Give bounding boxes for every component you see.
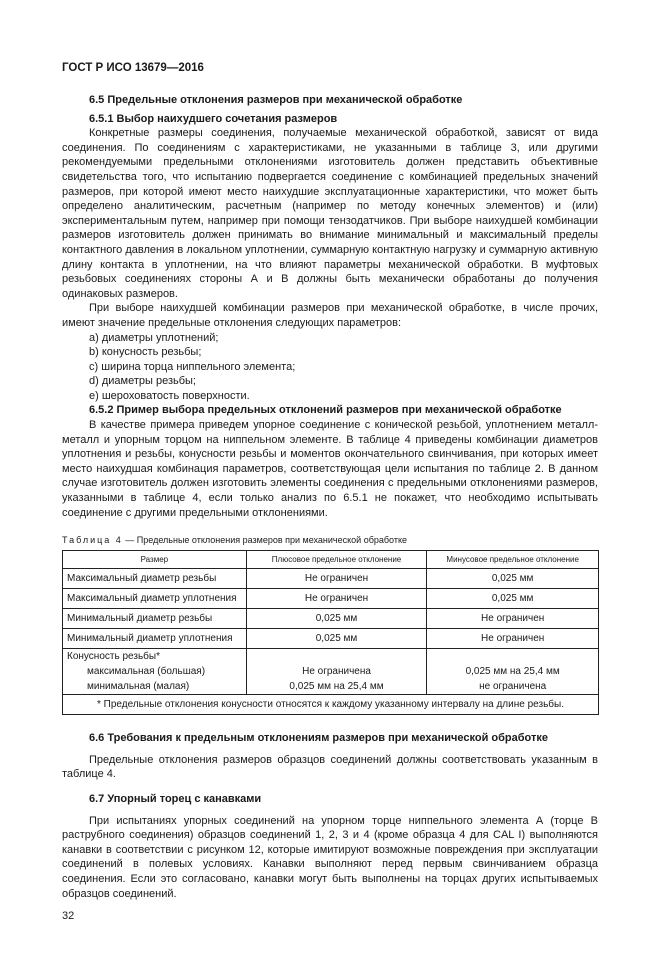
section-6-5-1 <box>62 112 598 521</box>
table-header-row <box>63 551 599 569</box>
section-heading: 6.6 Требования к предельным отклонениям размеров при механической обработке <box>89 732 548 745</box>
paragraph: При выборе наихудшей комбинации размеров при механической обработке, в числе прочих, имеют значение предельные отклонения следующих параметров: <box>62 302 598 329</box>
list-item: d) диаметры резьбы; <box>89 375 196 388</box>
table-row <box>63 609 599 629</box>
table-cell: 0,025 мм <box>427 589 599 609</box>
table-row <box>63 629 599 649</box>
table-cell <box>63 649 247 695</box>
table-cell: Не ограничен <box>427 629 599 649</box>
table-footnote: * Предельные отклонения конусности относятся к каждому указанному интервалу на длине резьбы. <box>63 695 599 715</box>
table-cell: Не ограничен <box>246 589 427 609</box>
table-cell: Минимальный диаметр резьбы <box>63 609 247 629</box>
table-row-taper <box>63 649 599 695</box>
table-cell <box>246 649 427 695</box>
section-6-7 <box>62 792 598 901</box>
document-page <box>62 0 598 963</box>
taper-sub-label: минимальная (малая) <box>87 681 190 693</box>
paragraph: В качестве примера приведем упорное соединение с конической резьбой, уплотнением металл-металл и упорным торцом на ниппельном элементе. В таблице 4 приведены комбинации диаметров уплотнения и резьбы, конусности резьбы и моментов окончательного свинчивания, при которых имеет место наихудшая комбинация параметров, соответствующая цели испытания по таблице 2. В данном случае изготовитель должен изготовить элементы соединения с предельными отклонениями размеров, указанными в таблице 4, если только анализ по 6.5.1 не покажет, что необходимо испытывать соединение с другими предельными отклонениями. <box>62 419 598 519</box>
section-heading: 6.5 Предельные отклонения размеров при механической обработке <box>89 94 463 106</box>
table-cell <box>427 649 599 695</box>
list-item: b) конусность резьбы; <box>89 346 202 359</box>
table-cell: Минимальный диаметр уплотнения <box>63 629 247 649</box>
document-header: ГОСТ Р ИСО 13679—2016 <box>62 62 204 74</box>
column-header: Плюсовое предельное отклонение <box>246 551 427 569</box>
table-cell: Максимальный диаметр резьбы <box>63 569 247 589</box>
section-heading: 6.5.2 Пример выбора предельных отклонений размеров при механической обработке <box>89 404 562 417</box>
list-item: c) ширина торца ниппельного элемента; <box>89 360 296 373</box>
table-caption <box>62 534 598 546</box>
deviation-table <box>62 550 599 715</box>
table-row <box>63 589 599 609</box>
section-heading: 6.7 Упорный торец с канавками <box>89 793 262 805</box>
section-6-5 <box>62 93 598 108</box>
taper-minus-value: 0,025 мм на 25,4 мм <box>465 666 560 678</box>
table-cell: 0,025 мм <box>246 629 427 649</box>
list-item: a) диаметры уплотнений; <box>89 331 219 344</box>
paragraph: При испытаниях упорных соединений на упорном торце ниппельного элемента А (торце В раструбного соединения) образцов соединений 1, 2, 3 и 4 (кроме образца 4 для CAL I) выполняются канавки в соответствии с рисунком 12, которые имитируют возможные повреждения при эксплуатации соединений в полевых условиях. Канавки выполняют перед первым свинчиванием образца соединения. Если это согласовано, канавки могут быть выполнены на торцах других испытываемых образцов соединений. <box>62 814 598 900</box>
table-cell: Не ограничен <box>246 569 427 589</box>
taper-plus-value: Не ограничена <box>302 666 371 678</box>
table-footnote-row <box>63 695 599 715</box>
paragraph: Конкретные размеры соединения, получаемые механической обработкой, зависят от вида соединения. По соединениям с характеристиками, не указанными в таблице 3, или другими рекомендуемыми предельными отклонениями изготовитель должен представить объективные свидетельства того, что испытанию подвергается соединение с комбинацией предельных значений размеров, при которой имеют место наихудшие эксплуатационные характеристики, что может быть определено аналитическим, расчетным (например по методу конечных элементов) и (или) экспериментальным путем, например при помощи тензодатчиков. При выборе наихудшей комбинации размеров изготовитель должен принимать во внимание минимальный и максимальный пределы контактного давления в локальном уплотнении, суммарную контактную нагрузку и суммарную активную длину контакта в уплотнении, на что влияют параметры механической обработки. В муфтовых резьбовых соединениях стороны А и В должны быть механически обработаны до получения одинаковых размеров. <box>62 127 598 300</box>
taper-label: Конусность резьбы* <box>67 651 160 663</box>
table-cell: 0,025 мм <box>246 609 427 629</box>
list-item: e) шероховатость поверхности. <box>89 389 250 402</box>
taper-plus-value: 0,025 мм на 25,4 мм <box>289 681 384 693</box>
table-caption-text: — Предельные отклонения размеров при механической обработке <box>122 535 407 546</box>
paragraph: Предельные отклонения размеров образцов соединений должны соответствовать указанным в таблице 4. <box>62 753 598 781</box>
table-cell: 0,025 мм <box>427 569 599 589</box>
column-header: Минусовое предельное отклонение <box>427 551 599 569</box>
page-number: 32 <box>62 910 75 923</box>
column-header: Размер <box>63 551 247 569</box>
table-caption-label: Таблица 4 <box>62 535 123 546</box>
table-cell: Не ограничен <box>427 609 599 629</box>
section-heading: 6.5.1 Выбор наихудшего сочетания размеров <box>89 112 338 125</box>
table-row <box>63 569 599 589</box>
section-6-6 <box>62 731 598 782</box>
table-cell: Максимальный диаметр уплотнения <box>63 589 247 609</box>
taper-minus-value: не ограничена <box>479 681 547 693</box>
taper-sub-label: максимальная (большая) <box>87 666 206 678</box>
